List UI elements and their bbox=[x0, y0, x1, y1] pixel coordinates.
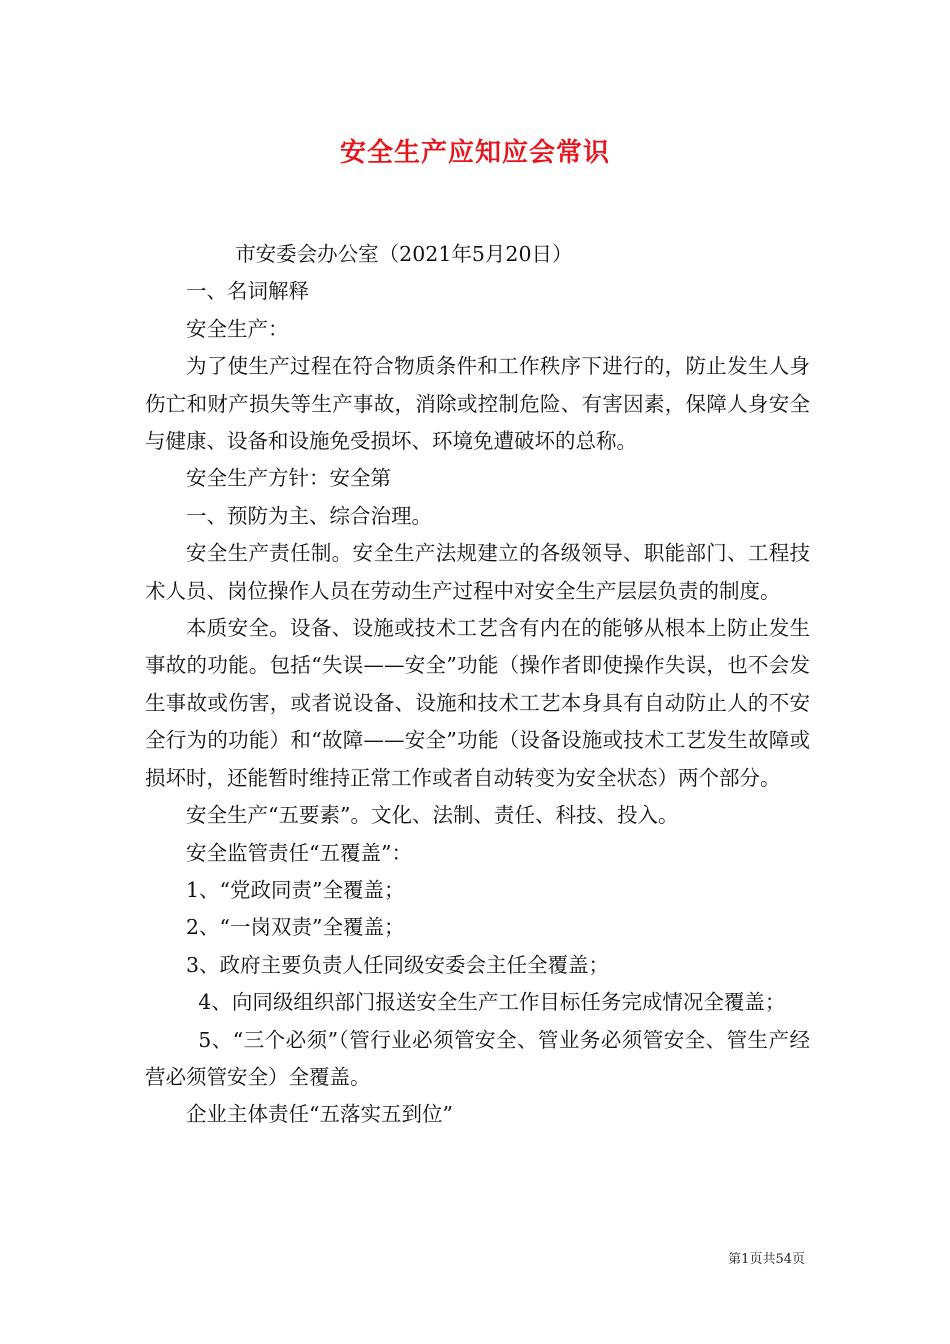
document-title: 安全生产应知应会常识 bbox=[339, 138, 610, 168]
paragraph: 安全生产责任制。安全生产法规建立的各级领导、职能部门、工程技术人员、岗位操作人员在劳动生产过程中对安全生产层层负责的制度。 bbox=[145, 541, 810, 603]
page-number: 第1页共54页 bbox=[728, 1252, 805, 1267]
paragraph: 一、预防为主、综合治理。 bbox=[186, 503, 432, 528]
list-item: 1、“党政同责”全覆盖； bbox=[186, 877, 405, 902]
paragraph: 安全监管责任“五覆盖”： bbox=[186, 840, 412, 865]
paragraph: 安全生产“五要素”。文化、法制、责任、科技、投入。 bbox=[186, 803, 679, 828]
document-body bbox=[145, 236, 810, 1134]
list-item: 2、“一岗双责”全覆盖； bbox=[186, 915, 405, 940]
term-heading: 安全生产： bbox=[186, 316, 289, 341]
section-heading: 一、名词解释 bbox=[186, 279, 309, 304]
list-item: 4、向同级组织部门报送安全生产工作目标任务完成情况全覆盖； bbox=[198, 990, 786, 1015]
paragraph: 本质安全。设备、设施或技术工艺含有内在的能够从根本上防止发生事故的功能。包括“失误——安全”功能（操作者即使操作失误，也不会发生事故或伤害，或者说设备、设施和技术工艺本身具有自动防止人的不安全行为的功能）和“故障——安全”功能（设备设施或技术工艺发生故障或损坏时，还能暂时维持正常工作或者自动转变为安全状态）两个部分。 bbox=[145, 616, 810, 790]
paragraph: 安全生产方针：安全第 bbox=[186, 466, 391, 491]
issuer-line: 市安委会办公室（2021年5月20日） bbox=[235, 242, 573, 266]
paragraph: 企业主体责任“五落实五到位” bbox=[186, 1102, 453, 1127]
list-item: 3、政府主要负责人任同级安委会主任全覆盖； bbox=[186, 952, 610, 977]
list-item: 5、“三个必须”（管行业必须管安全、管业务必须管安全、管生产经营必须管安全）全覆盖。 bbox=[145, 1027, 810, 1089]
paragraph: 为了使生产过程在符合物质条件和工作秩序下进行的，防止发生人身伤亡和财产损失等生产事故，消除或控制危险、有害因素，保障人身安全与健康、设备和设施免受损坏、环境免遭破坏的总称。 bbox=[145, 354, 810, 454]
